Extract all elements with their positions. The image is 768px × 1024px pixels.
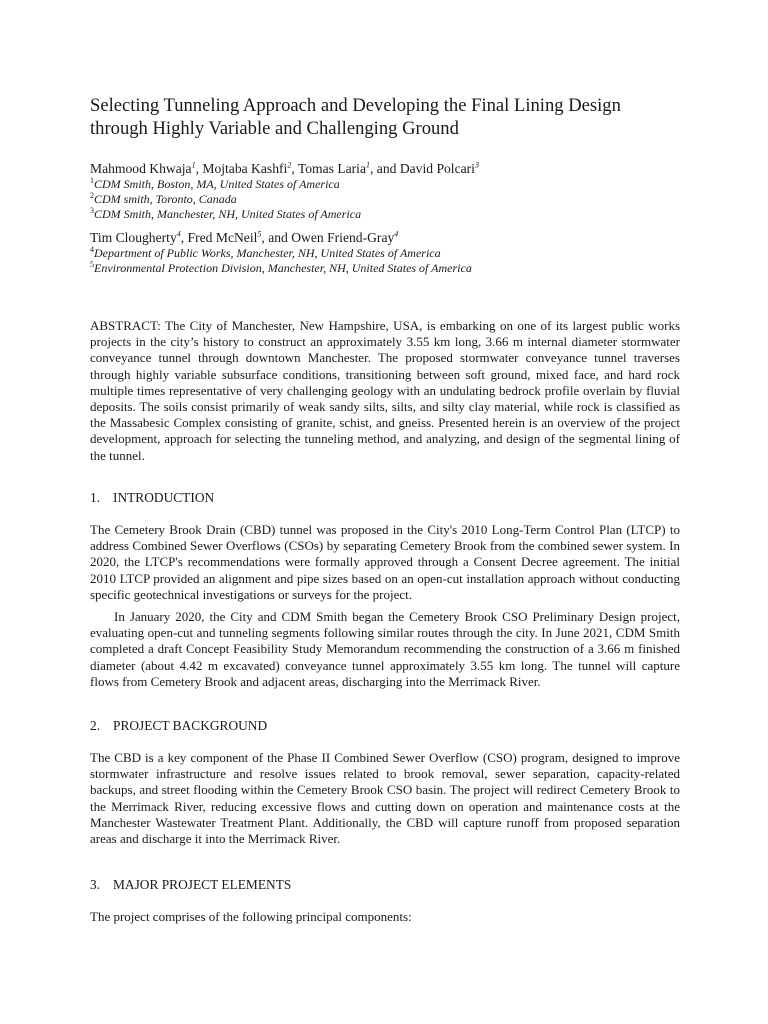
affiliation — [90, 177, 680, 192]
affiliation-marker: 2 — [90, 191, 94, 200]
author-name: Tomas Laria — [297, 161, 366, 176]
affiliation-marker: 3 — [90, 206, 94, 215]
author-affiliation-marker: 3 — [474, 160, 479, 170]
author-name: Mahmood Khwaja — [90, 161, 192, 176]
affiliation-text: Environmental Protection Division, Manchester, NH, United States of America — [94, 261, 472, 275]
affiliation — [90, 192, 680, 207]
author-separator: , and — [261, 230, 292, 245]
author-name: Mojtaba Kashfi — [202, 161, 288, 176]
affiliation-text: CDM Smith, Manchester, NH, United States of America — [94, 207, 362, 221]
author-list — [90, 161, 680, 177]
author-name: Tim Clougherty — [90, 230, 177, 245]
affiliation-marker: 5 — [90, 260, 94, 269]
author-name: Owen Friend-Gray — [291, 230, 395, 245]
affiliation — [90, 261, 680, 276]
paragraph: The Cemetery Brook Drain (CBD) tunnel was proposed in the City's 2010 Long-Term Control Plan (LTCP) to address Combined Sewer Overflows (CSOs) by separating Cemetery Brook from the combined sewer system. In 2020, the LTCP's recommendations were formally approved through a Consent Decree agreement. The initial 2010 LTCP provided an alignment and pipe sizes based on an open-cut installation approach without conducting specific geotechnical investigations or surveys for the project. — [90, 522, 680, 602]
abstract — [90, 318, 680, 464]
affiliation-text: CDM smith, Toronto, Canada — [94, 192, 237, 206]
affiliation — [90, 207, 680, 222]
section-number: 3. — [90, 877, 101, 892]
author-separator: , and — [370, 161, 400, 176]
paragraph: In January 2020, the City and CDM Smith began the Cemetery Brook CSO Preliminary Design project, evaluating open-cut and tunneling segments following similar routes through the city. In June 2021, CDM Smith completed a draft Concept Feasibility Study Memorandum recommending the construction of a 3.66 m finished diameter (about 4.42 m excavated) conveyance tunnel approximately 3.55 km long. The tunnel will capture flows from Cemetery Brook and adjacent areas, discharging into the Merrimack River. — [90, 609, 680, 689]
section-body-project-background — [90, 750, 680, 847]
author-separator: , — [180, 230, 188, 245]
paragraph: The CBD is a key component of the Phase II Combined Sewer Overflow (CSO) program, designed to improve stormwater infrastructure and resolve issues related to brook removal, sewer separation, capacity-related backups, and street flooding within the Cemetery Brook CSO basin. The project will redirect Cemetery Brook to the Merrimack River, reducing excessive flows and cutting down on operation and maintenance costs at the Manchester Wastewater Treatment Plant. Additionally, the CBD will capture runoff from proposed separation areas and discharge it into the Merrimack River. — [90, 750, 680, 847]
section-title: MAJOR PROJECT ELEMENTS — [113, 877, 292, 892]
affiliation-text: Department of Public Works, Manchester, NH, United States of America — [94, 246, 441, 260]
section-title: INTRODUCTION — [113, 490, 215, 505]
author-affiliation-marker: 4 — [176, 229, 181, 239]
author-separator: , — [291, 161, 298, 176]
affiliation-marker: 1 — [90, 176, 94, 185]
paragraph: The project comprises of the following principal components: — [90, 909, 412, 924]
section-heading-introduction — [90, 490, 680, 506]
affiliation-text: CDM Smith, Boston, MA, United States of America — [94, 177, 340, 191]
section-number: 1. — [90, 490, 101, 505]
author-affiliation-marker: 1 — [191, 160, 196, 170]
section-title: PROJECT BACKGROUND — [113, 718, 268, 733]
affiliation — [90, 246, 680, 261]
author-group-2 — [90, 230, 680, 276]
author-name: Fred McNeil — [187, 230, 258, 245]
section-heading-major-project-elements — [90, 877, 680, 893]
author-affiliation-marker: 2 — [287, 160, 292, 170]
affiliation-marker: 4 — [90, 245, 94, 254]
author-affiliation-marker: 4 — [394, 229, 399, 239]
paper-title: Selecting Tunneling Approach and Developing the Final Lining Design through Highly Variable and Challenging Ground — [90, 95, 621, 139]
section-body-major-project-elements — [90, 909, 680, 925]
section-body-introduction — [90, 522, 680, 690]
section-heading-project-background — [90, 718, 680, 734]
author-name: David Polcari — [399, 161, 475, 176]
author-group-1 — [90, 161, 680, 222]
section-number: 2. — [90, 718, 101, 733]
author-affiliation-marker: 1 — [366, 160, 370, 170]
author-separator: , — [195, 161, 203, 176]
abstract-text: ABSTRACT: The City of Manchester, New Hampshire, USA, is embarking on one of its largest public works projects in the city’s history to construct an approximately 3.55 km long, 3.66 m internal diameter stormwater conveyance tunnel through downtown Manchester. The proposed stormwater conveyance tunnel traverses through highly variable subsurface conditions, transitioning between soft ground, mixed face, and hard rock multiple times representative of very challenging geology with an undulating bedrock profile overlain by fluvial deposits. The soils consist primarily of weak sandy silts, silts, and silty clay material, while rock is classified as the Massabesic Complex consisting of granite, schist, and gneiss. Presented herein is an overview of the project development, approach for selecting the tunneling method, and analyzing, and design of the segmental lining of the tunnel. — [90, 318, 680, 463]
author-affiliation-marker: 5 — [257, 229, 262, 239]
author-list — [90, 230, 680, 246]
